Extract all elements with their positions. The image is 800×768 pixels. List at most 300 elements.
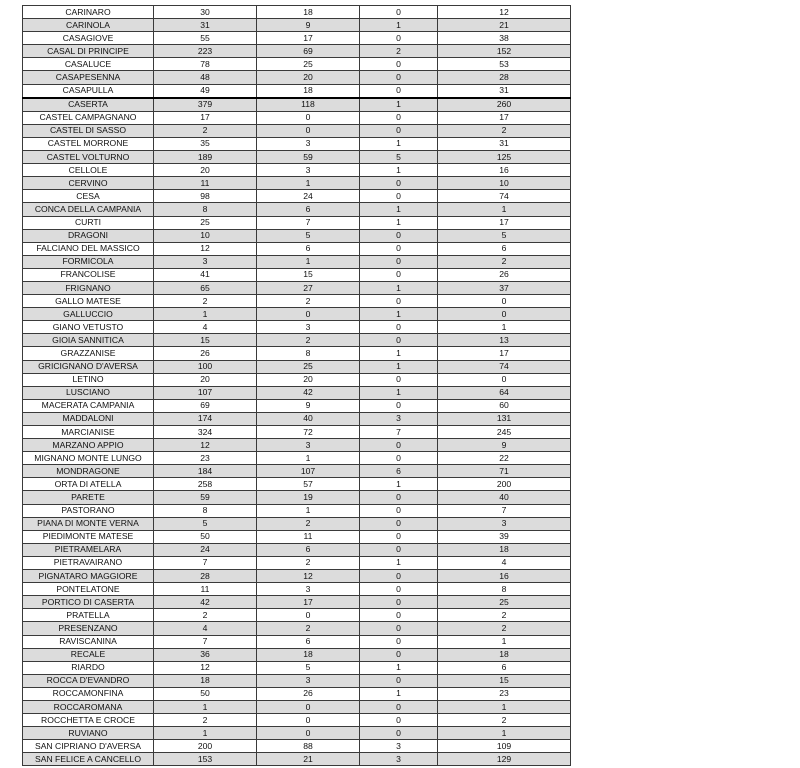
value-cell-2: 72	[257, 426, 360, 439]
value-cell-3: 2	[360, 45, 438, 58]
value-cell-3: 5	[360, 151, 438, 164]
value-cell-4: 1	[438, 727, 571, 740]
table-row	[23, 6, 571, 19]
value-cell-4: 31	[438, 84, 571, 98]
value-cell-1: 100	[154, 360, 257, 373]
table-row	[23, 308, 571, 321]
value-cell-1: 20	[154, 164, 257, 177]
value-cell-2: 3	[257, 164, 360, 177]
value-cell-2: 88	[257, 740, 360, 753]
table-row	[23, 268, 571, 281]
municipality-cell: ROCCA D'EVANDRO	[23, 674, 154, 687]
value-cell-4: 6	[438, 242, 571, 255]
value-cell-1: 2	[154, 609, 257, 622]
value-cell-1: 8	[154, 504, 257, 517]
value-cell-2: 6	[257, 242, 360, 255]
value-cell-4: 53	[438, 58, 571, 71]
municipality-cell: RECALE	[23, 648, 154, 661]
table-row	[23, 648, 571, 661]
value-cell-1: 7	[154, 635, 257, 648]
table-row	[23, 321, 571, 334]
municipality-cell: CARINARO	[23, 6, 154, 19]
value-cell-1: 3	[154, 255, 257, 268]
table-row	[23, 543, 571, 556]
value-cell-1: 107	[154, 386, 257, 399]
table-row	[23, 242, 571, 255]
table-row	[23, 360, 571, 373]
value-cell-2: 2	[257, 556, 360, 569]
municipality-cell: GRAZZANISE	[23, 347, 154, 360]
value-cell-3: 0	[360, 124, 438, 137]
municipality-cell: FORMICOLA	[23, 255, 154, 268]
value-cell-2: 25	[257, 360, 360, 373]
table-row	[23, 609, 571, 622]
value-cell-2: 1	[257, 504, 360, 517]
value-cell-3: 1	[360, 137, 438, 150]
value-cell-1: 11	[154, 583, 257, 596]
value-cell-4: 4	[438, 556, 571, 569]
value-cell-4: 1	[438, 700, 571, 713]
municipality-cell: RIARDO	[23, 661, 154, 674]
table-row	[23, 452, 571, 465]
municipality-cell: GALLUCCIO	[23, 308, 154, 321]
value-cell-1: 1	[154, 308, 257, 321]
table-row	[23, 151, 571, 164]
value-cell-1: 223	[154, 45, 257, 58]
value-cell-4: 1	[438, 635, 571, 648]
value-cell-2: 11	[257, 530, 360, 543]
value-cell-1: 2	[154, 124, 257, 137]
value-cell-3: 1	[360, 19, 438, 32]
municipality-cell: PASTORANO	[23, 504, 154, 517]
value-cell-4: 0	[438, 295, 571, 308]
value-cell-2: 0	[257, 700, 360, 713]
value-cell-2: 9	[257, 399, 360, 412]
value-cell-1: 48	[154, 71, 257, 84]
value-cell-4: 28	[438, 71, 571, 84]
table-row	[23, 570, 571, 583]
value-cell-4: 18	[438, 543, 571, 556]
value-cell-4: 6	[438, 661, 571, 674]
value-cell-2: 3	[257, 137, 360, 150]
value-cell-1: 49	[154, 84, 257, 98]
value-cell-4: 2	[438, 124, 571, 137]
value-cell-1: 50	[154, 530, 257, 543]
value-cell-3: 0	[360, 6, 438, 19]
value-cell-1: 5	[154, 517, 257, 530]
value-cell-3: 1	[360, 347, 438, 360]
value-cell-4: 23	[438, 687, 571, 700]
value-cell-2: 0	[257, 124, 360, 137]
table-row	[23, 635, 571, 648]
table-row	[23, 661, 571, 674]
table-row	[23, 700, 571, 713]
table-row	[23, 399, 571, 412]
value-cell-4: 8	[438, 583, 571, 596]
value-cell-4: 17	[438, 111, 571, 124]
value-cell-2: 6	[257, 203, 360, 216]
table-row	[23, 583, 571, 596]
value-cell-4: 64	[438, 386, 571, 399]
value-cell-2: 12	[257, 570, 360, 583]
municipality-cell: PRESENZANO	[23, 622, 154, 635]
value-cell-2: 69	[257, 45, 360, 58]
value-cell-4: 2	[438, 255, 571, 268]
municipality-cell: FALCIANO DEL MASSICO	[23, 242, 154, 255]
municipality-cell: RAVISCANINA	[23, 635, 154, 648]
value-cell-4: 131	[438, 412, 571, 425]
value-cell-4: 38	[438, 32, 571, 45]
value-cell-2: 19	[257, 491, 360, 504]
value-cell-3: 1	[360, 661, 438, 674]
value-cell-4: 12	[438, 6, 571, 19]
municipality-cell: ROCCAROMANA	[23, 700, 154, 713]
value-cell-3: 0	[360, 491, 438, 504]
municipality-cell: CELLOLE	[23, 164, 154, 177]
value-cell-2: 2	[257, 517, 360, 530]
value-cell-3: 0	[360, 58, 438, 71]
value-cell-1: 23	[154, 452, 257, 465]
value-cell-2: 0	[257, 111, 360, 124]
municipality-cell: PIETRAMELARA	[23, 543, 154, 556]
value-cell-1: 31	[154, 19, 257, 32]
value-cell-4: 25	[438, 596, 571, 609]
municipality-cell: GALLO MATESE	[23, 295, 154, 308]
value-cell-1: 65	[154, 281, 257, 294]
value-cell-1: 184	[154, 465, 257, 478]
value-cell-2: 9	[257, 19, 360, 32]
value-cell-1: 55	[154, 32, 257, 45]
value-cell-3: 0	[360, 504, 438, 517]
municipality-cell: RUVIANO	[23, 727, 154, 740]
value-cell-2: 1	[257, 255, 360, 268]
municipality-cell: ROCCAMONFINA	[23, 687, 154, 700]
value-cell-4: 26	[438, 268, 571, 281]
value-cell-3: 0	[360, 190, 438, 203]
value-cell-4: 0	[438, 308, 571, 321]
table-row	[23, 504, 571, 517]
value-cell-1: 4	[154, 622, 257, 635]
value-cell-1: 17	[154, 111, 257, 124]
municipality-cell: SAN CIPRIANO D'AVERSA	[23, 740, 154, 753]
value-cell-1: 24	[154, 543, 257, 556]
value-cell-4: 22	[438, 452, 571, 465]
value-cell-3: 1	[360, 216, 438, 229]
value-cell-1: 189	[154, 151, 257, 164]
value-cell-3: 0	[360, 439, 438, 452]
table-row	[23, 164, 571, 177]
table-row	[23, 517, 571, 530]
value-cell-2: 2	[257, 334, 360, 347]
value-cell-3: 6	[360, 465, 438, 478]
value-cell-3: 0	[360, 84, 438, 98]
value-cell-2: 26	[257, 687, 360, 700]
value-cell-4: 152	[438, 45, 571, 58]
municipality-cell: MONDRAGONE	[23, 465, 154, 478]
municipality-cell: FRANCOLISE	[23, 268, 154, 281]
municipality-cell: MADDALONI	[23, 412, 154, 425]
municipality-cell: MARCIANISE	[23, 426, 154, 439]
value-cell-1: 78	[154, 58, 257, 71]
value-cell-3: 0	[360, 635, 438, 648]
value-cell-1: 12	[154, 661, 257, 674]
value-cell-2: 107	[257, 465, 360, 478]
value-cell-2: 18	[257, 648, 360, 661]
municipality-cell: CASTEL MORRONE	[23, 137, 154, 150]
table-row	[23, 478, 571, 491]
value-cell-2: 18	[257, 84, 360, 98]
municipality-cell: CARINOLA	[23, 19, 154, 32]
value-cell-3: 1	[360, 281, 438, 294]
value-cell-3: 0	[360, 111, 438, 124]
municipality-cell: PRATELLA	[23, 609, 154, 622]
value-cell-1: 69	[154, 399, 257, 412]
value-cell-2: 3	[257, 583, 360, 596]
value-cell-1: 379	[154, 98, 257, 112]
municipality-cell: CONCA DELLA CAMPANIA	[23, 203, 154, 216]
value-cell-4: 21	[438, 19, 571, 32]
value-cell-2: 2	[257, 295, 360, 308]
value-cell-3: 0	[360, 334, 438, 347]
value-cell-3: 0	[360, 373, 438, 386]
value-cell-2: 0	[257, 308, 360, 321]
value-cell-4: 260	[438, 98, 571, 112]
value-cell-2: 20	[257, 373, 360, 386]
value-cell-3: 0	[360, 255, 438, 268]
value-cell-3: 0	[360, 71, 438, 84]
municipality-cell: ORTA DI ATELLA	[23, 478, 154, 491]
value-cell-1: 20	[154, 373, 257, 386]
table-row	[23, 439, 571, 452]
value-cell-2: 15	[257, 268, 360, 281]
table-row	[23, 596, 571, 609]
table-row	[23, 714, 571, 727]
table-row	[23, 334, 571, 347]
value-cell-1: 1	[154, 700, 257, 713]
value-cell-2: 2	[257, 622, 360, 635]
value-cell-3: 3	[360, 753, 438, 766]
table-row	[23, 295, 571, 308]
value-cell-2: 17	[257, 32, 360, 45]
table-row	[23, 281, 571, 294]
value-cell-3: 1	[360, 360, 438, 373]
value-cell-4: 74	[438, 360, 571, 373]
value-cell-3: 0	[360, 727, 438, 740]
value-cell-4: 200	[438, 478, 571, 491]
municipality-cell: PIETRAVAIRANO	[23, 556, 154, 569]
municipality-cell: CASAGIOVE	[23, 32, 154, 45]
value-cell-1: 258	[154, 478, 257, 491]
value-cell-2: 18	[257, 6, 360, 19]
value-cell-3: 1	[360, 203, 438, 216]
municipality-cell: CASAPULLA	[23, 84, 154, 98]
value-cell-1: 41	[154, 268, 257, 281]
table-row	[23, 229, 571, 242]
municipality-cell: PIEDIMONTE MATESE	[23, 530, 154, 543]
value-cell-2: 8	[257, 347, 360, 360]
value-cell-2: 42	[257, 386, 360, 399]
value-cell-3: 0	[360, 321, 438, 334]
municipality-cell: CERVINO	[23, 177, 154, 190]
value-cell-4: 10	[438, 177, 571, 190]
value-cell-3: 0	[360, 242, 438, 255]
value-cell-3: 1	[360, 478, 438, 491]
table-row	[23, 687, 571, 700]
value-cell-4: 40	[438, 491, 571, 504]
municipality-cell: LUSCIANO	[23, 386, 154, 399]
municipality-cell: MACERATA CAMPANIA	[23, 399, 154, 412]
value-cell-3: 0	[360, 622, 438, 635]
table-row	[23, 727, 571, 740]
table-row	[23, 124, 571, 137]
value-cell-4: 17	[438, 216, 571, 229]
value-cell-3: 0	[360, 674, 438, 687]
value-cell-2: 24	[257, 190, 360, 203]
municipality-cell: PIANA DI MONTE VERNA	[23, 517, 154, 530]
value-cell-3: 1	[360, 308, 438, 321]
value-cell-3: 1	[360, 687, 438, 700]
value-cell-4: 129	[438, 753, 571, 766]
value-cell-2: 3	[257, 439, 360, 452]
value-cell-1: 2	[154, 714, 257, 727]
table-row	[23, 203, 571, 216]
table-row	[23, 84, 571, 98]
table-row	[23, 556, 571, 569]
value-cell-2: 6	[257, 543, 360, 556]
table-row	[23, 465, 571, 478]
table-row	[23, 111, 571, 124]
municipality-cell: CASALUCE	[23, 58, 154, 71]
value-cell-1: 18	[154, 674, 257, 687]
table-row	[23, 426, 571, 439]
value-cell-3: 0	[360, 583, 438, 596]
municipality-cell: PARETE	[23, 491, 154, 504]
value-cell-3: 0	[360, 177, 438, 190]
value-cell-4: 39	[438, 530, 571, 543]
value-cell-1: 25	[154, 216, 257, 229]
municipality-cell: CESA	[23, 190, 154, 203]
value-cell-3: 0	[360, 714, 438, 727]
value-cell-1: 174	[154, 412, 257, 425]
value-cell-2: 3	[257, 321, 360, 334]
value-cell-1: 2	[154, 295, 257, 308]
value-cell-4: 16	[438, 570, 571, 583]
municipality-cell: PONTELATONE	[23, 583, 154, 596]
value-cell-2: 0	[257, 609, 360, 622]
municipality-cell: DRAGONI	[23, 229, 154, 242]
value-cell-4: 0	[438, 373, 571, 386]
municipality-cell: CASTEL CAMPAGNANO	[23, 111, 154, 124]
municipality-cell: GIOIA SANNITICA	[23, 334, 154, 347]
municipality-cell: CASAPESENNA	[23, 71, 154, 84]
value-cell-1: 11	[154, 177, 257, 190]
table-row	[23, 412, 571, 425]
value-cell-1: 30	[154, 6, 257, 19]
value-cell-1: 59	[154, 491, 257, 504]
value-cell-3: 7	[360, 426, 438, 439]
value-cell-2: 5	[257, 229, 360, 242]
municipality-cell: MARZANO APPIO	[23, 439, 154, 452]
table-row	[23, 58, 571, 71]
table-row	[23, 386, 571, 399]
value-cell-1: 7	[154, 556, 257, 569]
value-cell-3: 0	[360, 452, 438, 465]
value-cell-3: 0	[360, 596, 438, 609]
municipality-cell: CASTEL DI SASSO	[23, 124, 154, 137]
value-cell-3: 0	[360, 543, 438, 556]
value-cell-2: 118	[257, 98, 360, 112]
value-cell-1: 12	[154, 242, 257, 255]
value-cell-4: 31	[438, 137, 571, 150]
value-cell-2: 1	[257, 177, 360, 190]
table-row	[23, 491, 571, 504]
municipality-cell: FRIGNANO	[23, 281, 154, 294]
value-cell-3: 1	[360, 164, 438, 177]
value-cell-1: 42	[154, 596, 257, 609]
municipality-cell: GRICIGNANO D'AVERSA	[23, 360, 154, 373]
value-cell-1: 4	[154, 321, 257, 334]
municipality-cell: ROCCHETTA E CROCE	[23, 714, 154, 727]
value-cell-4: 18	[438, 648, 571, 661]
value-cell-4: 37	[438, 281, 571, 294]
table-row	[23, 373, 571, 386]
value-cell-2: 5	[257, 661, 360, 674]
table-row	[23, 347, 571, 360]
value-cell-4: 7	[438, 504, 571, 517]
value-cell-4: 9	[438, 439, 571, 452]
value-cell-2: 3	[257, 674, 360, 687]
value-cell-2: 0	[257, 727, 360, 740]
value-cell-1: 98	[154, 190, 257, 203]
value-cell-3: 1	[360, 98, 438, 112]
value-cell-4: 109	[438, 740, 571, 753]
table-row	[23, 753, 571, 766]
value-cell-4: 1	[438, 203, 571, 216]
value-cell-3: 0	[360, 517, 438, 530]
value-cell-2: 40	[257, 412, 360, 425]
value-cell-2: 27	[257, 281, 360, 294]
value-cell-3: 3	[360, 412, 438, 425]
value-cell-3: 0	[360, 570, 438, 583]
value-cell-3: 3	[360, 740, 438, 753]
table-row	[23, 622, 571, 635]
value-cell-2: 59	[257, 151, 360, 164]
value-cell-2: 20	[257, 71, 360, 84]
value-cell-1: 8	[154, 203, 257, 216]
table-row	[23, 177, 571, 190]
municipality-cell: LETINO	[23, 373, 154, 386]
municipality-cell: CASAL DI PRINCIPE	[23, 45, 154, 58]
value-cell-3: 0	[360, 268, 438, 281]
value-cell-1: 15	[154, 334, 257, 347]
value-cell-4: 2	[438, 609, 571, 622]
value-cell-4: 2	[438, 622, 571, 635]
value-cell-1: 153	[154, 753, 257, 766]
table-row	[23, 216, 571, 229]
value-cell-1: 28	[154, 570, 257, 583]
value-cell-3: 0	[360, 399, 438, 412]
value-cell-1: 26	[154, 347, 257, 360]
table-row	[23, 19, 571, 32]
value-cell-1: 12	[154, 439, 257, 452]
value-cell-4: 125	[438, 151, 571, 164]
value-cell-3: 1	[360, 556, 438, 569]
value-cell-4: 15	[438, 674, 571, 687]
value-cell-2: 57	[257, 478, 360, 491]
value-cell-2: 17	[257, 596, 360, 609]
value-cell-1: 50	[154, 687, 257, 700]
municipality-cell: PORTICO DI CASERTA	[23, 596, 154, 609]
